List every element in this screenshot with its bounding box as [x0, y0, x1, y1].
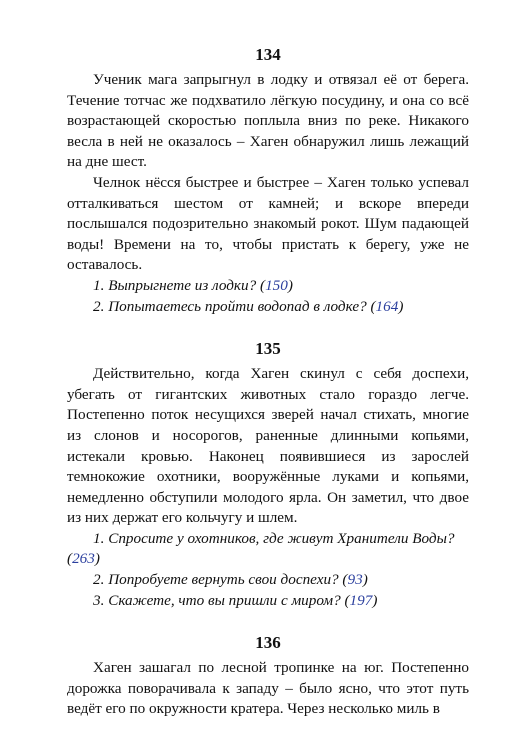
section-number: 136	[255, 633, 281, 653]
choice-option: 1. Спросите у охотников, где живут Хранители Воды? (263)	[67, 529, 455, 568]
paragraph: Хаген зашагал по лесной тропинке на юг. Постепенно дорожка поворачивала к западу – было ясно, что этот путь ведёт его по окружности кратера. Через несколько миль в	[67, 659, 469, 718]
section-link[interactable]: 197	[349, 591, 373, 609]
section-134	[67, 45, 469, 317]
section-136	[67, 633, 469, 720]
choice-option: 1. Выпрыгнете из лодки? (150)	[93, 276, 293, 294]
section-link[interactable]: 263	[72, 550, 95, 568]
choice-option: 2. Попробуете вернуть свои доспехи? (93)	[93, 571, 368, 589]
section-link[interactable]: 93	[347, 571, 363, 589]
choice-option: 2. Попытаетесь пройти водопад в лодке? (164)	[93, 297, 404, 315]
section-link[interactable]: 150	[265, 276, 288, 294]
choice-option: 3. Скажете, что вы пришли с миром? (197)	[93, 591, 378, 609]
section-number: 134	[255, 45, 281, 64]
section-link[interactable]: 164	[375, 297, 399, 315]
paragraph: Действительно, когда Хаген скинул с себя доспехи, убегать от гигантских животных стало гораздо легче. Постепенно поток несущихся зверей начал стихать, многие из слонов и носорогов, раненные длинными копьями, истекали кровью. Наконец появившиеся из зарослей темнокожие охотники, вооружённые луками и копьями, немедленно обступили молодого ярла. Он заметил, что двое из них держат его кольчугу и шлем.	[67, 365, 469, 527]
book-page	[67, 0, 469, 720]
section-number: 135	[255, 339, 281, 359]
paragraph: Челнок нёсся быстрее и быстрее – Хаген только успевал отталкиваться шестом от камней; и вскоре впереди послышался подозрительно знакомый рокот. Шум падающей воды! Времени на то, чтобы пристать к берегу, уже не оставалось.	[67, 173, 469, 274]
paragraph: Ученик мага запрыгнул в лодку и отвязал её от берега. Течение тотчас же подхватило лёгкую посудину, и она со всё возрастающей скоростью поплыла вниз по реке. Никакого весла в ней не оказалось – Хаген обнаружил лишь лежащий на дне шест.	[67, 71, 469, 171]
section-135	[67, 339, 469, 611]
